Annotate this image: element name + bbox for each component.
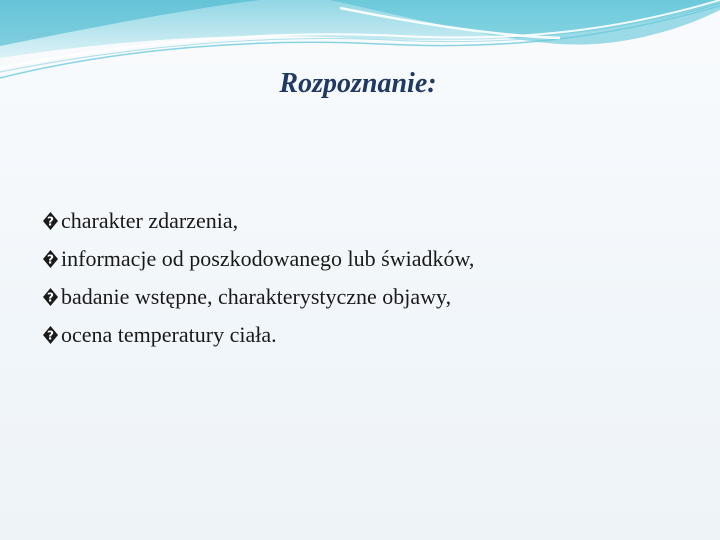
list-item bbox=[42, 316, 474, 354]
slide-title: Rozpoznanie: bbox=[279, 68, 437, 99]
svg-text:?: ? bbox=[47, 214, 54, 229]
list-item bbox=[42, 240, 474, 278]
bullet-text: informacje od poszkodowanego lub świadków, bbox=[61, 246, 475, 271]
list-item bbox=[42, 202, 474, 240]
bullet-text: ocena temperatury ciała. bbox=[61, 322, 277, 347]
list-item bbox=[42, 278, 474, 316]
svg-text:?: ? bbox=[47, 328, 54, 343]
bullet-list bbox=[42, 202, 474, 354]
svg-text:?: ? bbox=[47, 290, 54, 305]
bullet-text: badanie wstępne, charakterystyczne objawy, bbox=[61, 284, 452, 309]
replacement-character-icon bbox=[42, 211, 59, 231]
bullet-text: charakter zdarzenia, bbox=[61, 208, 239, 233]
replacement-character-icon bbox=[42, 287, 59, 307]
replacement-character-icon bbox=[42, 249, 59, 269]
replacement-character-icon bbox=[42, 325, 59, 345]
svg-text:?: ? bbox=[47, 252, 54, 267]
